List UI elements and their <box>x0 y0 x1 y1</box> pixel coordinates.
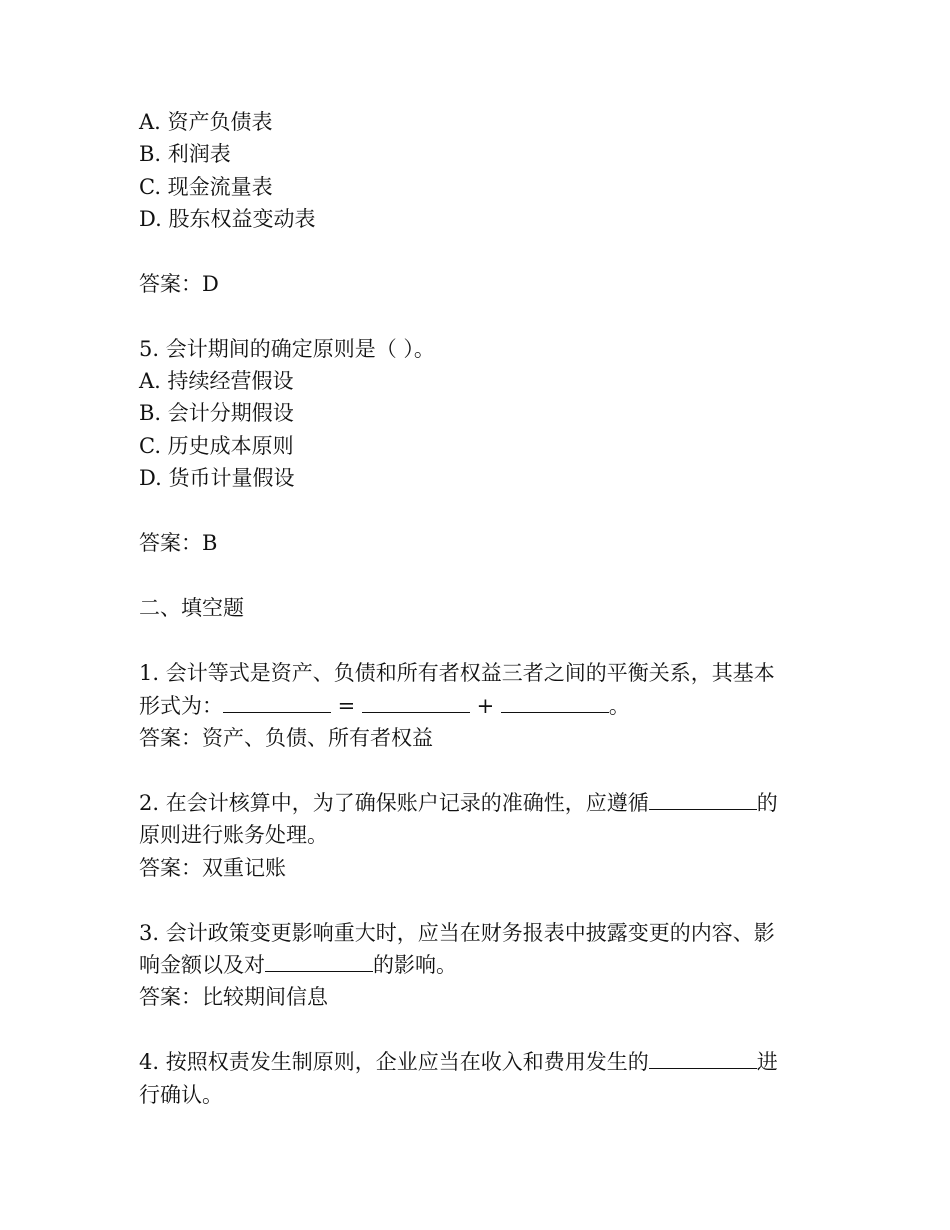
question-text: 行确认。 <box>139 1083 223 1107</box>
section-heading: 二、填空题 <box>139 596 244 620</box>
option-c: C. 历史成本原则 <box>139 434 294 458</box>
answer: 答案：双重记账 <box>139 856 286 880</box>
equals-sign: = <box>331 694 362 718</box>
question-text-prefix: 4. 按照权责发生制原则，企业应当在收入和费用发生的 <box>139 1050 649 1074</box>
option-d: D. 股东权益变动表 <box>139 207 316 231</box>
answer: 答案：资产、负债、所有者权益 <box>139 726 433 750</box>
question-text-suffix: 。 <box>608 694 630 718</box>
answer-blank <box>362 694 470 713</box>
question-text: 5. 会计期间的确定原则是（ ）。 <box>139 337 435 361</box>
question-text <box>139 949 457 981</box>
option-d: D. 货币计量假设 <box>139 466 295 490</box>
question-text-prefix: 响金额以及对 <box>139 953 265 977</box>
question-text: 1. 会计等式是资产、负债和所有者权益三者之间的平衡关系，其基本 <box>139 661 775 685</box>
option-b: B. 会计分期假设 <box>139 401 294 425</box>
answer: 答案：B <box>139 531 218 555</box>
answer-blank <box>649 1050 757 1069</box>
option-a: A. 持续经营假设 <box>139 369 294 393</box>
question-text-prefix: 2. 在会计核算中，为了确保账户记录的准确性，应遵循 <box>139 791 649 815</box>
answer: 答案：比较期间信息 <box>139 985 328 1009</box>
question-text: 3. 会计政策变更影响重大时，应当在财务报表中披露变更的内容、影 <box>139 921 775 945</box>
answer-blank <box>223 694 331 713</box>
answer-blank <box>501 694 609 713</box>
option-a: A. 资产负债表 <box>139 110 273 134</box>
answer-blank <box>649 791 757 810</box>
question-text <box>139 1046 778 1078</box>
option-c: C. 现金流量表 <box>139 175 273 199</box>
question-text-prefix: 形式为： <box>139 694 223 718</box>
question-text <box>139 787 778 819</box>
question-text-suffix: 进 <box>756 1050 778 1074</box>
answer: 答案：D <box>139 272 219 296</box>
option-b: B. 利润表 <box>139 142 231 166</box>
question-text-suffix: 的 <box>756 791 778 815</box>
answer-blank <box>265 953 373 972</box>
question-text <box>139 690 630 722</box>
plus-sign: + <box>469 694 501 718</box>
question-text: 原则进行账务处理。 <box>139 823 328 847</box>
question-text-suffix: 的影响。 <box>373 953 457 977</box>
